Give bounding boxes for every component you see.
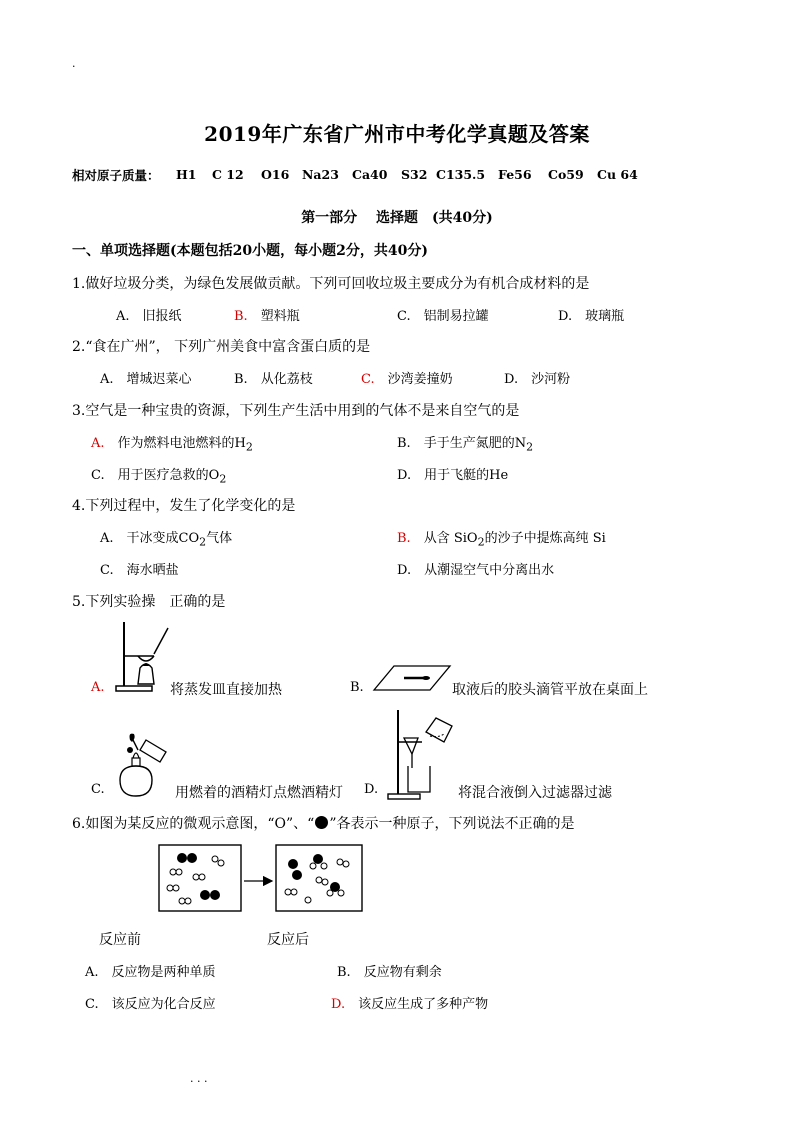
- option: D. 用于飞艇的He: [397, 468, 509, 483]
- atomic-mass-item: Ca40: [352, 167, 388, 182]
- atomic-mass-item: Fe56: [498, 167, 532, 182]
- option: D. 该反应生成了多种产物: [331, 997, 489, 1012]
- lighting-alcohol-lamp-figure: [116, 730, 172, 802]
- atomic-mass-item: C 12: [212, 167, 244, 182]
- option: D. 玻璃瓶: [558, 309, 625, 324]
- atomic-mass-item: H1: [176, 167, 197, 182]
- atomic-mass-item: O16: [261, 167, 290, 182]
- iron-stand-evaporating-dish-figure: [110, 620, 172, 694]
- option: D. 沙河粉: [504, 372, 571, 387]
- diagram-caption-before: 反应前: [99, 932, 141, 948]
- option-text: 用燃着的酒精灯点燃酒精灯: [175, 785, 343, 801]
- atomic-mass-item: S32: [401, 167, 428, 182]
- question-stem: 4.下列过程中，发生了化学变化的是: [72, 498, 296, 514]
- option: C. 该反应为化合反应: [85, 997, 216, 1012]
- option: A. 旧报纸: [116, 309, 182, 324]
- question-stem: 3.空气是一种宝贵的资源，下列生产生活中用到的气体不是来自空气的是: [72, 403, 520, 419]
- option: B. 反应物有剩余: [337, 965, 442, 980]
- answer-letter: A.: [91, 436, 105, 451]
- option: C. 海水晒盐: [100, 563, 179, 578]
- atomic-mass-label: 相对原子质量：: [72, 168, 160, 183]
- answer-letter: C.: [361, 372, 375, 387]
- answer-letter: B.: [397, 531, 411, 546]
- option: B. 从化荔枝: [234, 372, 313, 387]
- option: A. 增城迟菜心: [100, 372, 192, 387]
- option-text: 取液后的胶头滴管平放在桌面上: [452, 682, 648, 698]
- option-text: 将混合液倒入过滤器过滤: [458, 785, 612, 801]
- answer-letter: B.: [234, 309, 248, 324]
- atomic-mass-item: Cu 64: [597, 167, 638, 182]
- question-stem: 6.如图为某反应的微观示意图，“O”、“ ”各表示一种原子，下列说法不正确的是: [72, 816, 575, 832]
- option: A. 干冰变成$CO_2$气体: [100, 531, 233, 549]
- footer-mark: . . .: [190, 1072, 208, 1085]
- answer-letter: D.: [331, 997, 346, 1012]
- solid-atom-icon: [315, 816, 328, 829]
- option: B. 手于生产氮肥的$N_2$: [397, 436, 534, 454]
- reaction-micro-diagram: [158, 844, 364, 914]
- question-stem: 5.下列实验操 正确的是: [72, 594, 226, 610]
- option: C. 铝制易拉罐: [397, 309, 489, 324]
- atomic-mass-item: C135.5: [436, 167, 486, 182]
- option: B. 从含 SiO$_2$的沙子中提炼高纯 Si: [397, 531, 606, 549]
- option: A. 作为燃料电池燃料的$H_2$: [91, 436, 253, 454]
- option: C. 用于医疗急救的$O_2$: [91, 468, 227, 486]
- option: C.: [91, 782, 105, 797]
- option: [91, 680, 105, 695]
- option: C. 沙湾姜撞奶: [361, 372, 453, 387]
- option-text: 将蒸发皿直接加热: [170, 682, 282, 698]
- atomic-mass-item: Na23: [302, 167, 339, 182]
- question-stem: 1.做好垃圾分类，为绿色发展做贡献。下列可回收垃圾主要成分为有机合成材料的是: [72, 276, 590, 292]
- hollow-atom-symbol: O: [274, 816, 286, 832]
- option: D.: [364, 782, 379, 797]
- question-stem: 2.“食在广州”， 下列广州美食中富含蛋白质的是: [72, 339, 371, 355]
- option: A. 反应物是两种单质: [85, 965, 216, 980]
- option: B. 塑料瓶: [234, 309, 300, 324]
- part-heading: 第一部分 选择题 (共40分): [301, 210, 493, 226]
- dropper-on-table-figure: [372, 664, 452, 692]
- atomic-mass-item: Co59: [548, 167, 584, 182]
- page-title: 2019年广东省广州市中考化学真题及答案: [204, 122, 590, 146]
- option: B.: [350, 680, 364, 695]
- header-mark: ·: [72, 60, 76, 73]
- answer-letter: A.: [91, 680, 105, 695]
- diagram-caption-after: 反应后: [267, 932, 309, 948]
- option: D. 从潮湿空气中分离出水: [397, 563, 555, 578]
- section-heading: 一、单项选择题(本题包括20小题，每小题2分，共40分): [72, 243, 428, 259]
- filtration-figure: [384, 708, 460, 802]
